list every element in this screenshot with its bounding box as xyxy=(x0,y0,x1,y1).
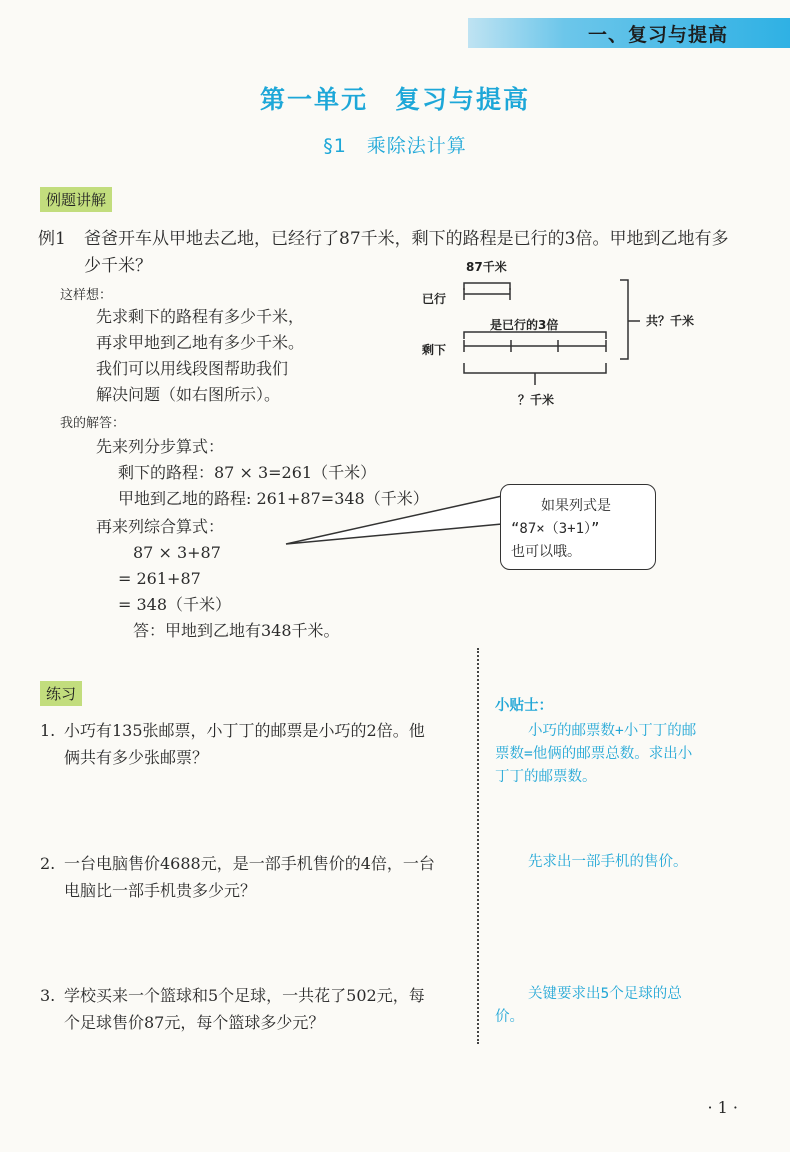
bubble-line-1: 如果列式是 xyxy=(541,498,611,514)
step-intro: 先来列分步算式： xyxy=(96,437,225,456)
column-divider xyxy=(477,648,479,1044)
tip-1-line3: 丁丁的邮票数。 xyxy=(495,769,597,785)
practice-num-3: 3. xyxy=(40,986,56,1005)
practice-1-line1: 小巧有135张邮票，小丁丁的邮票是小巧的2倍。他 xyxy=(64,721,425,740)
bubble-line-3: 也可以哦。 xyxy=(511,544,581,560)
example-tag: 例题讲解 xyxy=(40,187,112,212)
think-label: 这样想： xyxy=(60,288,113,303)
bubble-pointer xyxy=(280,490,510,550)
practice-tag: 练习 xyxy=(40,681,82,706)
tip-3-line1: 关键要求出5个足球的总 xyxy=(528,986,682,1002)
unit-title: 第一单元 复习与提高 xyxy=(259,85,530,114)
calc-line-1: 87 × 3+87 xyxy=(133,543,221,562)
step-2: 甲地到乙地的路程: 261+87=348（千米） xyxy=(118,489,429,508)
section-title: §1 乘除法计算 xyxy=(323,135,467,157)
practice-3-line1: 学校买来一个篮球和5个足球，一共花了502元，每 xyxy=(64,986,425,1005)
practice-2-line2: 电脑比一部手机贵多少元？ xyxy=(64,881,257,900)
practice-2-line1: 一台电脑售价4688元，是一部手机售价的4倍，一台 xyxy=(64,854,435,873)
example-problem-line1: 爸爸开车从甲地去乙地，已经行了87千米，剩下的路程是已行的3倍。甲地到乙地有多 xyxy=(84,229,729,249)
think-line-1: 先求剩下的路程有多少千米， xyxy=(96,307,305,326)
diagram-right-label: 共？千米 xyxy=(646,314,695,328)
diagram-row1-label: 已行 xyxy=(422,292,447,306)
diagram-middle-label: 是已行的3倍 xyxy=(490,318,559,332)
hint-bubble xyxy=(500,484,656,570)
tips-title: 小贴士： xyxy=(495,698,553,714)
combined-intro: 再来列综合算式： xyxy=(96,517,225,536)
practice-num-2: 2. xyxy=(40,854,56,873)
tip-1-line1: 小巧的邮票数+小丁丁的邮 xyxy=(528,723,697,739)
page-number: · 1 · xyxy=(707,1098,738,1117)
step-1: 剩下的路程：87 × 3=261（千米） xyxy=(118,463,377,482)
calc-line-2: = 261+87 xyxy=(118,569,201,588)
tip-1-line2: 票数=他俩的邮票总数。求出小 xyxy=(495,746,693,762)
bubble-line-2: “87×（3+1）” xyxy=(511,521,600,537)
diagram-top-label: 87千米 xyxy=(466,260,507,274)
segment-diagram xyxy=(410,255,730,415)
chapter-header: 一、复习与提高 xyxy=(587,24,728,46)
think-line-2: 再求甲地到乙地有多少千米。 xyxy=(96,333,305,352)
tip-2: 先求出一部手机的售价。 xyxy=(528,854,688,870)
answer-label: 我的解答： xyxy=(60,416,126,431)
example-problem-line2: 少千米？ xyxy=(84,256,152,276)
practice-1-line2: 俩共有多少张邮票？ xyxy=(64,748,209,767)
diagram-row2-label: 剩下 xyxy=(422,343,447,357)
tip-3-line2: 价。 xyxy=(495,1009,524,1025)
practice-num-1: 1. xyxy=(40,721,56,740)
diagram-bottom-label: ？千米 xyxy=(518,393,555,407)
right-brace xyxy=(620,280,628,359)
top-brace xyxy=(464,283,510,290)
example-label: 例1 xyxy=(38,229,66,249)
practice-3-line2: 个足球售价87元，每个篮球多少元？ xyxy=(64,1013,325,1032)
final-answer: 答：甲地到乙地有348千米。 xyxy=(133,621,340,640)
middle-brace xyxy=(464,332,606,339)
calc-line-3: = 348（千米） xyxy=(118,595,232,614)
think-line-4: 解决问题（如右图所示）。 xyxy=(96,385,281,404)
bottom-brace xyxy=(464,363,606,373)
think-line-3: 我们可以用线段图帮助我们 xyxy=(96,359,289,378)
